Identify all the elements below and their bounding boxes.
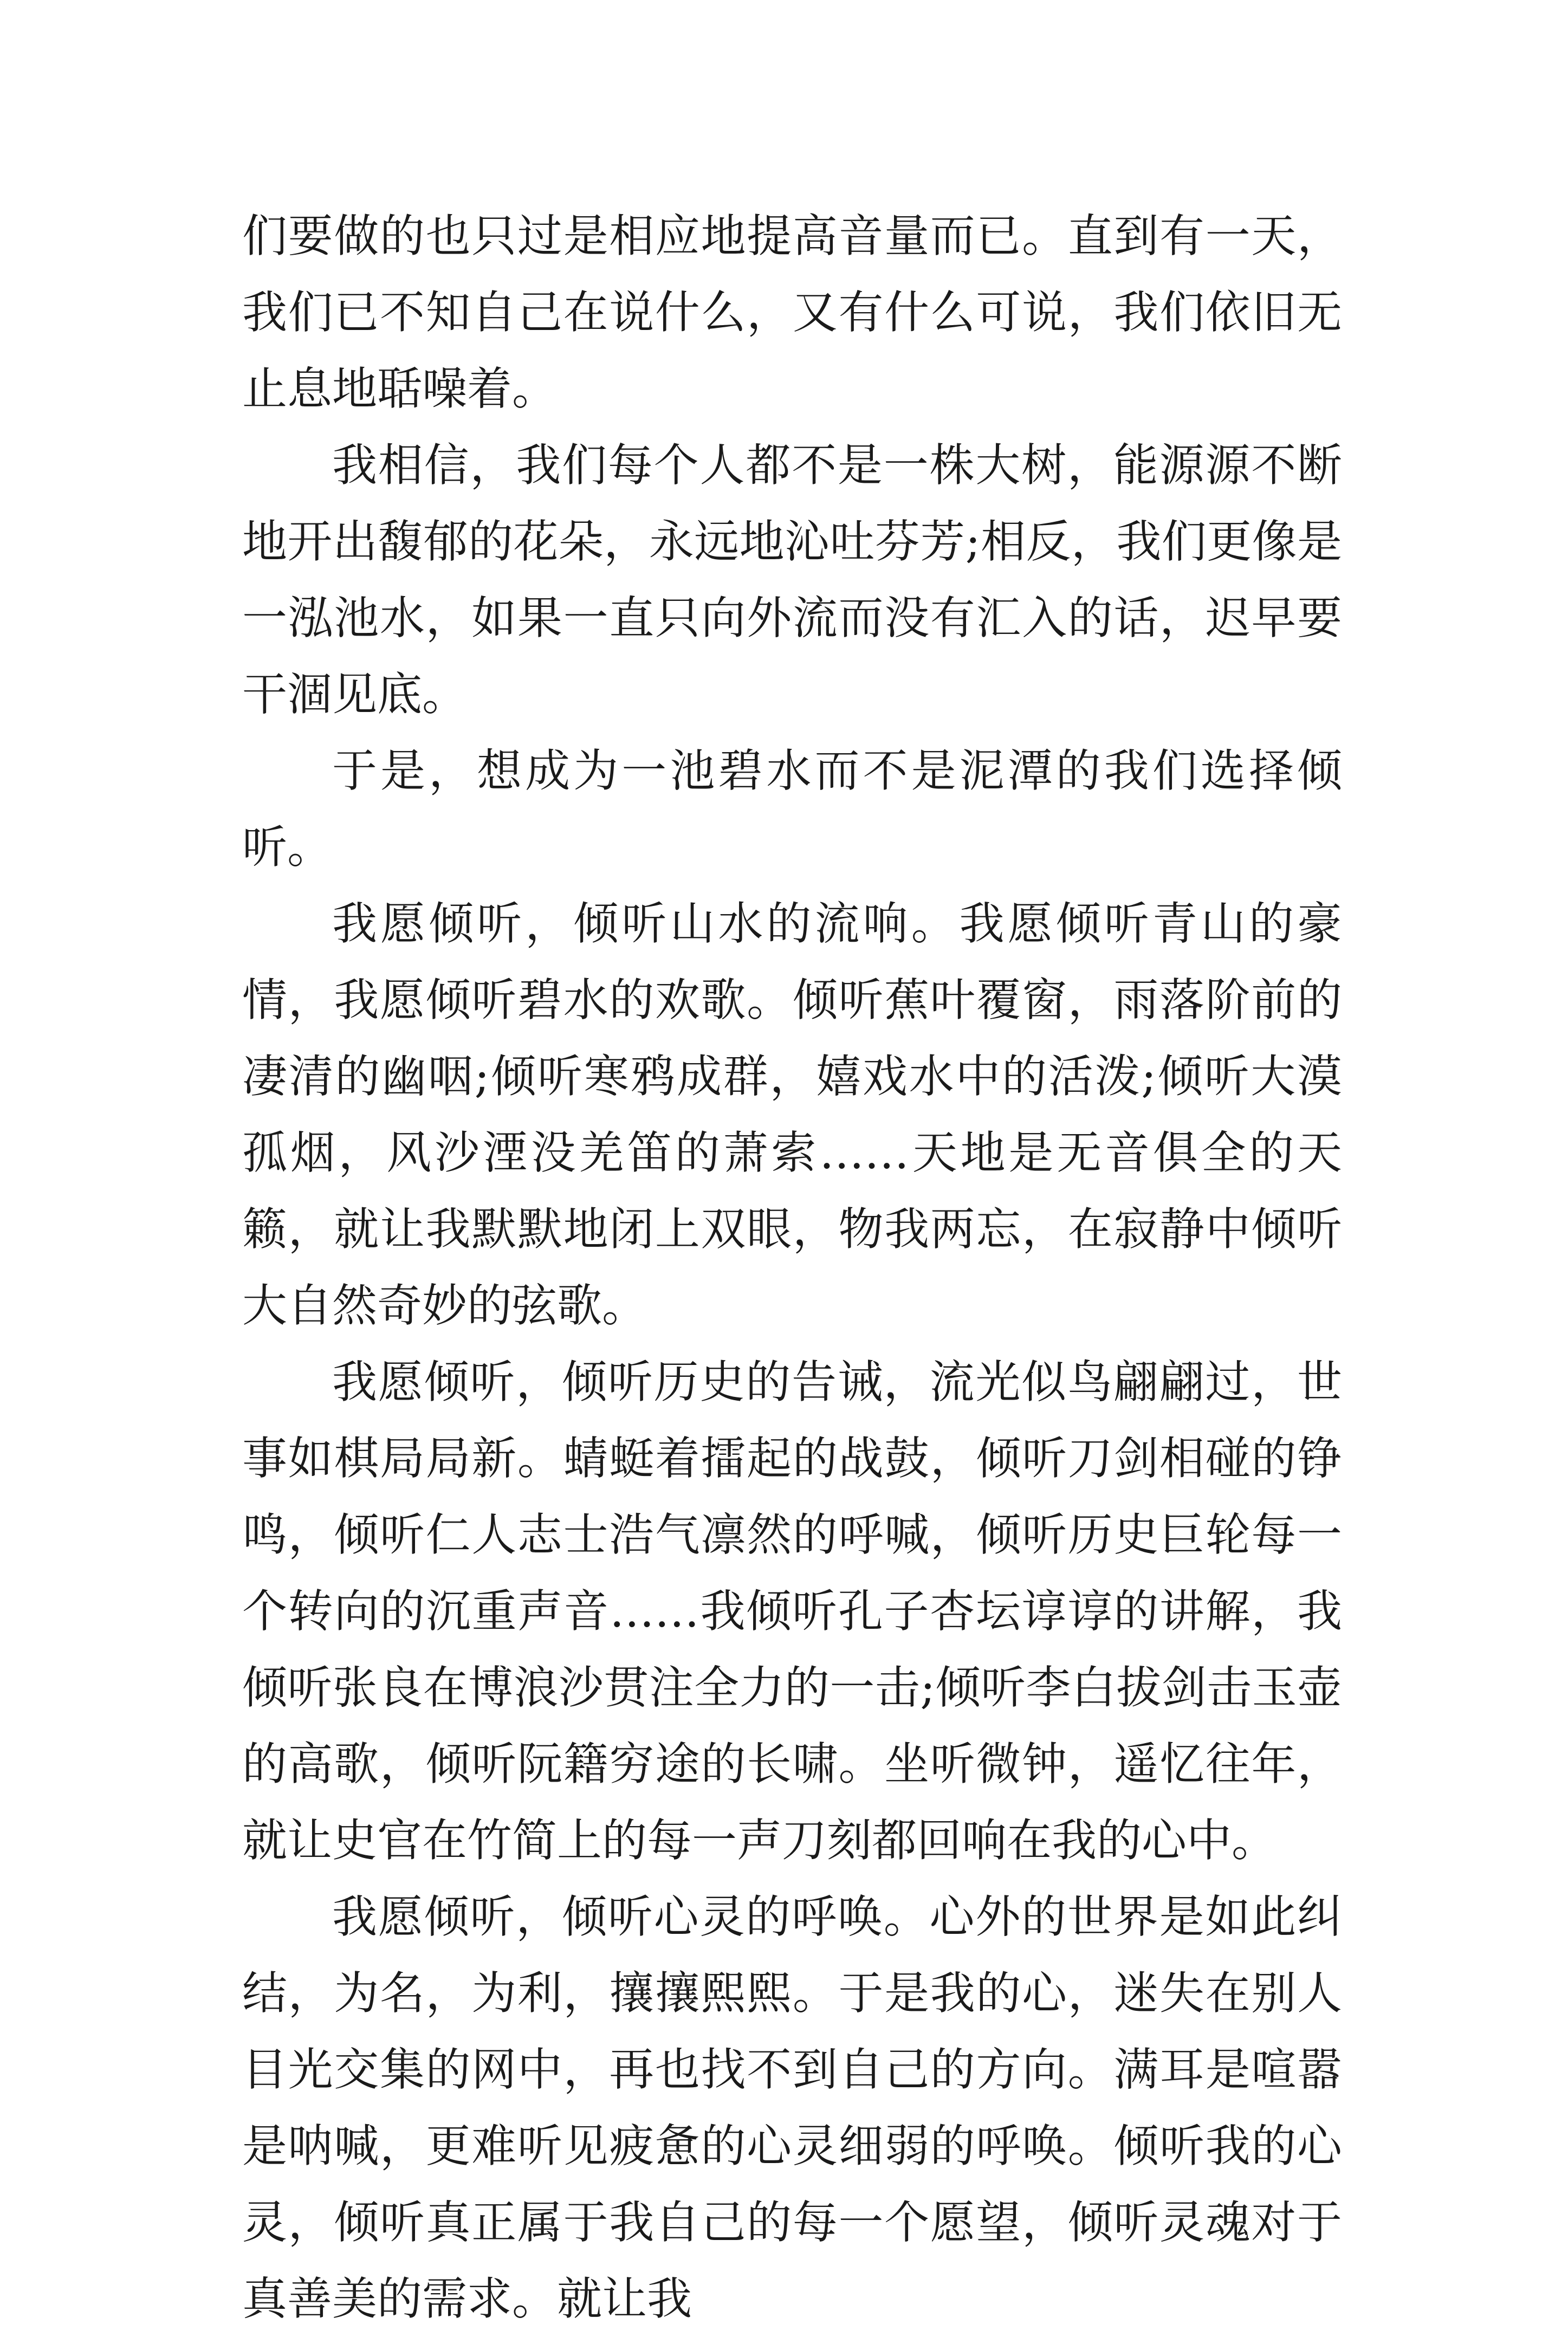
paragraph-5: 我愿倾听，倾听历史的告诫，流光似鸟翩翩过，世事如棋局局新。蜻蜓着擂起的战鼓，倾听刀剑相碰的铮鸣，倾听仁人志士浩气凛然的呼喊，倾听历史巨轮每一个转向的沉重声音……我倾听孔子杏坛谆谆的讲解，我倾听张良在博浪沙贯注全力的一击;倾听李白拔剑击玉壶的高歌，倾听阮籍穷途的长啸。坐听微钟，遥忆往年，就让史官在竹简上的每一声刀刻都回响在我的心中。 [242, 1356, 1342, 1867]
paragraph-2: 我相信，我们每个人都不是一株大树，能源源不断地开出馥郁的花朵，永远地沁吐芬芳;相反，我们更像是一泓池水，如果一直只向外流而没有汇入的话，迟早要干涸见底。 [242, 439, 1342, 721]
paragraph-1: 们要做的也只过是相应地提高音量而已。直到有一天，我们已不知自己在说什么，又有什么可说，我们依旧无止息地聒噪着。 [242, 210, 1342, 415]
paragraph-3: 于是，想成为一池碧水而不是泥潭的我们选择倾听。 [242, 745, 1342, 873]
paragraph-4: 我愿倾听，倾听山水的流响。我愿倾听青山的豪情，我愿倾听碧水的欢歌。倾听蕉叶覆窗，雨落阶前的凄清的幽咽;倾听寒鸦成群，嬉戏水中的活泼;倾听大漠孤烟，风沙湮没羌笛的萧索……天地是无音俱全的天籁，就让我默默地闭上双眼，物我两忘，在寂静中倾听大自然奇妙的弦歌。 [242, 897, 1342, 1332]
paragraph-6: 我愿倾听，倾听心灵的呼唤。心外的世界是如此纠结，为名，为利，攘攘熙熙。于是我的心，迷失在别人目光交集的网中，再也找不到自己的方向。满耳是喧嚣是呐喊，更难听见疲惫的心灵细弱的呼唤。倾听我的心灵，倾听真正属于我自己的每一个愿望，倾听灵魂对于真善美的需求。就让我 [242, 1891, 1342, 2325]
body-text [242, 198, 1342, 2337]
